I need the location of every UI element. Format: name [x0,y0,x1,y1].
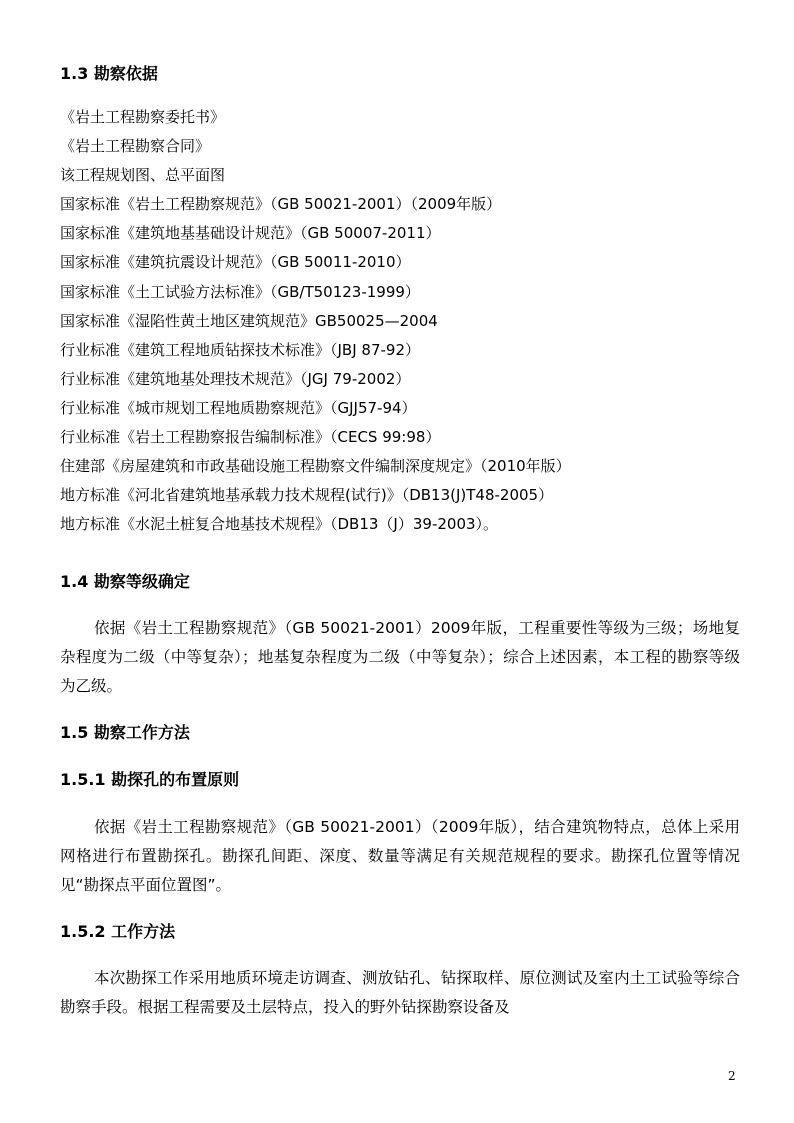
reference-list [60,103,571,539]
section-heading-1-5-2: 1.5.2 工作方法 [60,922,176,941]
reference-item: 国家标准《土工试验方法标准》（GB/T50123-1999） [60,282,420,301]
reference-item: 国家标准《建筑抗震设计规范》（GB 50011-2010） [60,253,411,272]
reference-item: 《岩土工程勘察合同》 [60,137,211,156]
section-heading-1-5-1: 1.5.1 勘探孔的布置原则 [60,770,240,789]
section-heading-1-5: 1.5 勘察工作方法 [60,723,190,742]
reference-item: 国家标准《建筑地基基础设计规范》（GB 50007-2011） [60,224,441,243]
reference-item: 该工程规划图、总平面图 [60,166,226,185]
reference-item: 《岩土工程勘察委托书》 [60,108,226,126]
reference-item: 行业标准《建筑工程地质钻探技术标准》（JBJ 87-92） [60,340,420,359]
reference-item: 行业标准《岩土工程勘察报告编制标准》（CECS 99:98） [60,428,441,447]
reference-item: 国家标准《湿陷性黄土地区建筑规范》GB50025—2004 [60,311,438,330]
reference-item: 国家标准《岩土工程勘察规范》（GB 50021-2001）（2009年版） [60,195,502,214]
reference-item: 行业标准《城市规划工程地质勘察规范》（GJJ57-94） [60,398,417,417]
page-number: 2 [728,1069,736,1083]
paragraph-survey-grade: 依据《岩土工程勘察规范》（GB 50021-2001）2009年版，工程重要性等级为三级；场地复杂程度为二级（中等复杂）；地基复杂程度为二级（中等复杂）；综合上述因素，本工程的勘察等级为乙级。 [60,619,740,695]
section-heading-1-3: 1.3 勘察依据 [60,64,158,83]
section-heading-1-4: 1.4 勘察等级确定 [60,572,190,591]
paragraph-work-method: 本次勘探工作采用地质环境走访调查、测放钻孔、钻探取样、原位测试及室内土工试验等综合勘察手段。根据工程需要及土层特点，投入的野外钻探勘察设备及 [60,969,740,1016]
reference-item: 地方标准《水泥土桩复合地基技术规程》（DB13（J）39-2003）。 [60,515,499,534]
reference-item: 地方标准《河北省建筑地基承载力技术规程(试行)》（DB13(J)T48-2005） [60,486,554,505]
reference-item: 住建部《房屋建筑和市政基础设施工程勘察文件编制深度规定》（2010年版） [60,457,571,476]
reference-item: 行业标准《建筑地基处理技术规范》（JGJ 79-2002） [60,369,411,388]
paragraph-borehole-layout: 依据《岩土工程勘察规范》（GB 50021-2001）（2009年版），结合建筑物特点，总体上采用网格进行布置勘探孔。勘探孔间距、深度、数量等满足有关规范规程的要求。勘探孔位置等情况见“勘探点平面位置图”。 [60,818,740,894]
